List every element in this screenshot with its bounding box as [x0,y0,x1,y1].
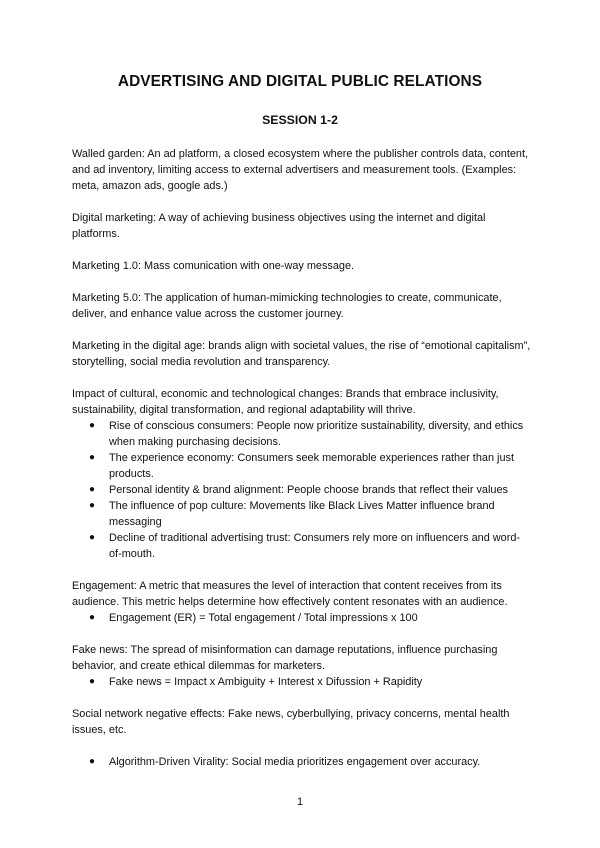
social-network-bullet-list [72,754,532,770]
page-number: 1 [296,796,304,808]
impact-bullet-list [72,418,532,562]
session-heading: SESSION 1-2 [262,113,338,127]
engagement-bullet-list [72,610,532,626]
list-item: ● Rise of conscious consumers: People now prioritize sustainability, diversity, and ethics when making purchasing decisions. [89,420,524,448]
paragraph-digital-marketing: Digital marketing: A way of achieving business objectives using the internet and digital platforms. [72,212,486,240]
bullet-icon: ● [89,676,96,687]
document-body [72,146,532,786]
list-item: ● Engagement (ER) = Total engagement / Total impressions x 100 [89,612,418,624]
paragraph-impact: Impact of cultural, economic and technological changes: Brands that embrace inclusivity, sustainability, digital transformation, and regional adaptability will thrive. [72,388,499,416]
paragraph-social-network: Social network negative effects: Fake news, cyberbullying, privacy concerns, mental health issues, etc. [72,708,510,736]
bullet-icon: ● [89,612,96,623]
list-item: ● The experience economy: Consumers seek memorable experiences rather than just products. [89,452,514,480]
bullet-icon: ● [89,452,96,463]
paragraph-engagement: Engagement: A metric that measures the level of interaction that content receives from its audience. This metric helps determine how effectively content resonates with an audience. [72,580,508,608]
bullet-icon: ● [89,484,96,495]
bullet-icon: ● [89,500,96,511]
list-item: ● Decline of traditional advertising trust: Consumers rely more on influencers and word-of-mouth. [89,532,521,560]
paragraph-walled-garden: Walled garden: An ad platform, a closed ecosystem where the publisher controls data, content, and ad inventory, limiting access to external advertisers and measurement tools. (Examples: meta, amazon ads, google ads.) [72,148,529,192]
document-title: ADVERTISING AND DIGITAL PUBLIC RELATIONS [117,73,483,90]
bullet-icon: ● [89,756,96,767]
paragraph-fake-news: Fake news: The spread of misinformation can damage reputations, influence purchasing behavior, and create ethical dilemmas for marketers. [72,644,498,672]
bullet-icon: ● [89,420,96,431]
paragraph-marketing-5: Marketing 5.0: The application of human-mimicking technologies to create, communicate, deliver, and enhance value across the customer journey. [72,292,502,320]
paragraph-marketing-1: Marketing 1.0: Mass comunication with one-way message. [72,260,355,272]
list-item: ● Fake news = Impact x Ambiguity + Interest x Difussion + Rapidity [89,676,423,688]
list-item: ● Algorithm-Driven Virality: Social media prioritizes engagement over accuracy. [89,756,481,768]
fake-news-bullet-list [72,674,532,690]
paragraph-marketing-digital-age: Marketing in the digital age: brands align with societal values, the rise of “emotional capitalism”, storytelling, social media revolution and transparency. [72,340,531,368]
bullet-icon: ● [89,532,96,543]
list-item: ● The influence of pop culture: Movements like Black Lives Matter influence brand messaging [89,500,495,528]
list-item: ● Personal identity & brand alignment: People choose brands that reflect their values [89,484,508,496]
